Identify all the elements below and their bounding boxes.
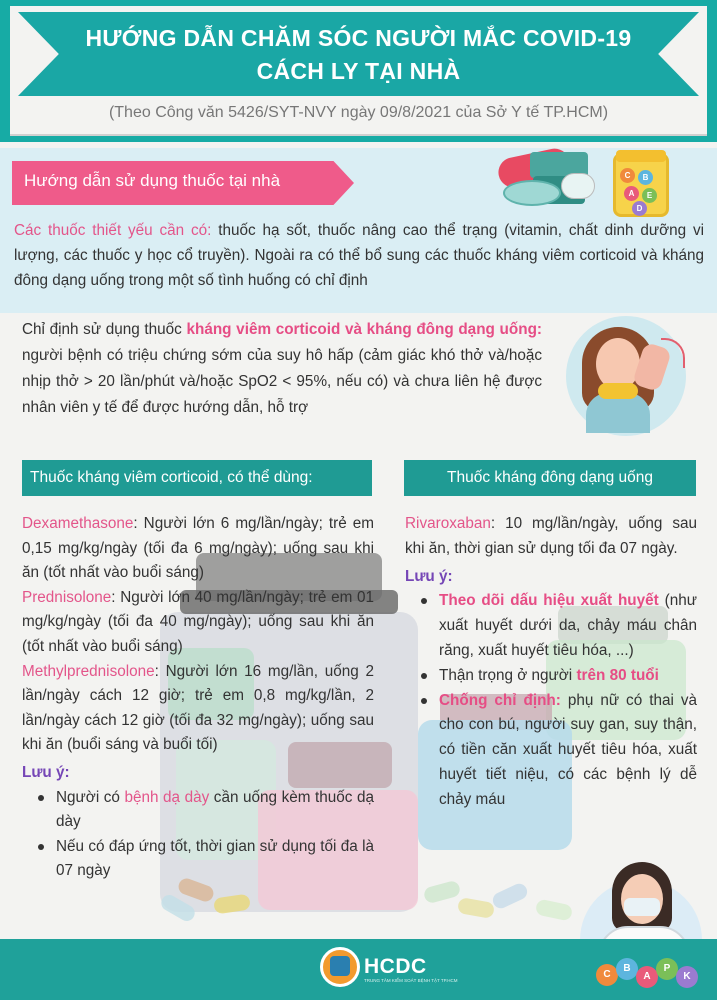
vitamin-b-ball-icon: B bbox=[616, 958, 638, 980]
drug-name: Prednisolone bbox=[22, 588, 112, 606]
vitamin-p-ball-icon: P bbox=[656, 958, 678, 980]
note-prefix: Thận trọng ở người bbox=[439, 666, 577, 684]
indication-highlight: kháng viêm corticoid và kháng đông dạng uống: bbox=[186, 321, 543, 338]
hcdc-logo-text: HCDC bbox=[364, 955, 427, 978]
drug-item-dexamethasone bbox=[22, 512, 374, 586]
note-text: cần uống kèm thuốc dạ dày bbox=[56, 788, 374, 831]
vitamin-d-icon: D bbox=[632, 201, 647, 216]
vitamin-jar-lid bbox=[616, 150, 666, 162]
capsule-icon bbox=[561, 173, 595, 199]
vitamin-c-ball-icon: C bbox=[596, 964, 618, 986]
page-subtitle: (Theo Công văn 5426/SYT-NVY ngày 09/8/2021 của Sở Y tế TP.HCM) bbox=[108, 104, 609, 121]
note-prefix: Người có bbox=[56, 788, 125, 806]
title-line-1: HƯỚNG DẪN CHĂM SÓC NGƯỜI MẮC COVID-19 bbox=[85, 25, 632, 51]
capsule-icon bbox=[457, 897, 495, 919]
corticoid-heading: Thuốc kháng viêm corticoid, có thể dùng: bbox=[22, 460, 372, 496]
note-highlight: Chống chỉ định: bbox=[439, 691, 561, 709]
hcdc-logo-subtext: TRUNG TÂM KIỂM SOÁT BỆNH TẬT TP.HCM bbox=[364, 978, 458, 983]
vitamin-b-icon: B bbox=[638, 170, 653, 185]
anticoagulant-heading: Thuốc kháng đông dạng uống bbox=[404, 460, 696, 496]
drug-dosage: : Người lớn 6 mg/lần/ngày; trẻ em 0,15 mg/kg/ngày (tối đa 6 mg/ngày); uống sau khi ăn (tốt nhất vào buổi sáng) bbox=[22, 515, 374, 582]
title-line-2: CÁCH LY TẠI NHÀ bbox=[256, 58, 461, 84]
drug-item-rivaroxaban bbox=[405, 512, 697, 562]
vitamin-k-ball-icon: K bbox=[676, 966, 698, 988]
page-title bbox=[70, 22, 647, 88]
indication-paragraph bbox=[22, 317, 542, 421]
note-text: Nếu có đáp ứng tốt, thời gian sử dụng tối đa là 07 ngày bbox=[56, 837, 374, 880]
corticoid-column bbox=[22, 512, 374, 884]
indication-prefix: Chỉ định sử dụng thuốc bbox=[22, 321, 187, 338]
drug-dosage: : Người lớn 16 mg/lần, uống 2 lần/ngày cách 12 giờ; trẻ em 0,8 mg/kg/lần, 2 lần/ngày cách 12 giờ (tối đa 32 mg/ngày); uống sau khi ăn (buổi sáng và buổi tối) bbox=[22, 662, 374, 754]
list-item bbox=[419, 664, 697, 689]
drug-item-prednisolone bbox=[22, 586, 374, 660]
face-mask-icon bbox=[624, 898, 660, 916]
anticoagulant-notes-list bbox=[419, 589, 697, 812]
list-item bbox=[419, 589, 697, 663]
anticoagulant-column bbox=[405, 512, 697, 813]
drug-name: Methylprednisolone bbox=[22, 662, 155, 680]
capsule-icon bbox=[535, 898, 574, 921]
tablet-icon bbox=[503, 180, 561, 206]
drug-item-methylprednisolone bbox=[22, 660, 374, 758]
sick-person-body bbox=[586, 393, 650, 433]
note-highlight: Theo dõi dấu hiệu xuất huyết bbox=[439, 592, 659, 610]
section-tab-label: Hướng dẫn sử dụng thuốc tại nhà bbox=[24, 171, 281, 190]
sick-person-scarf bbox=[598, 383, 638, 399]
note-label: Lưu ý: bbox=[405, 567, 453, 585]
essential-drugs-paragraph bbox=[14, 218, 704, 293]
corticoid-notes-list bbox=[36, 786, 374, 884]
drug-name: Rivaroxaban bbox=[405, 515, 491, 532]
vitamin-c-icon: C bbox=[620, 168, 635, 183]
list-item bbox=[36, 835, 374, 884]
drug-dosage: : Người lớn 40 mg/lần/ngày; trẻ em 01 mg/kg/ngày (tối đa 40 mg/ngày); uống sau khi ăn (tốt nhất vào buổi sáng) bbox=[22, 588, 374, 655]
note-highlight: bệnh dạ dày bbox=[124, 788, 210, 806]
vitamin-a-icon: A bbox=[624, 186, 639, 201]
vitamin-a-ball-icon: A bbox=[636, 966, 658, 988]
note-text: (như xuất huyết dưới da, chảy máu chân răng, xuất huyết tiêu hóa, ...) bbox=[439, 592, 697, 659]
cough-wave-icon bbox=[661, 338, 685, 368]
essential-drugs-label: Các thuốc thiết yếu cần có: bbox=[14, 222, 212, 239]
list-item bbox=[36, 786, 374, 835]
list-item bbox=[419, 689, 697, 813]
note-highlight: trên 80 tuổi bbox=[576, 666, 659, 684]
drug-dosage: : 10 mg/lần/ngày, uống sau khi ăn, thời gian sử dụng tối đa 07 ngày. bbox=[405, 515, 697, 557]
vitamin-e-icon: E bbox=[642, 188, 657, 203]
note-text: phụ nữ có thai và cho con bú, người suy gan, suy thận, có tiền căn xuất huyết tiêu hóa, xuất huyết tiết niệu, có các bệnh lý dễ chảy máu bbox=[439, 691, 697, 808]
essential-drugs-text: thuốc hạ sốt, thuốc nâng cao thể trạng (vitamin, chất dinh dưỡng vi lượng, các thuốc y học cổ truyền). Ngoài ra có thể bổ sung các thuốc kháng viêm corticoid và kháng đông dạng uống trong một số tình huống có chỉ định bbox=[14, 222, 704, 289]
hcdc-logo-emblem bbox=[330, 956, 350, 976]
indication-text: người bệnh có triệu chứng sớm của suy hô hấp (cảm giác khó thở và/hoặc nhịp thở > 20 lần/phút và/hoặc SpO2 < 95%, nếu có) và chưa liên hệ được nhân viên y tế để được hướng dẫn, hỗ trợ bbox=[22, 347, 542, 416]
note-label: Lưu ý: bbox=[22, 763, 70, 781]
drug-name: Dexamethasone bbox=[22, 515, 134, 532]
capsule-icon bbox=[490, 881, 529, 911]
capsule-icon bbox=[423, 880, 462, 905]
